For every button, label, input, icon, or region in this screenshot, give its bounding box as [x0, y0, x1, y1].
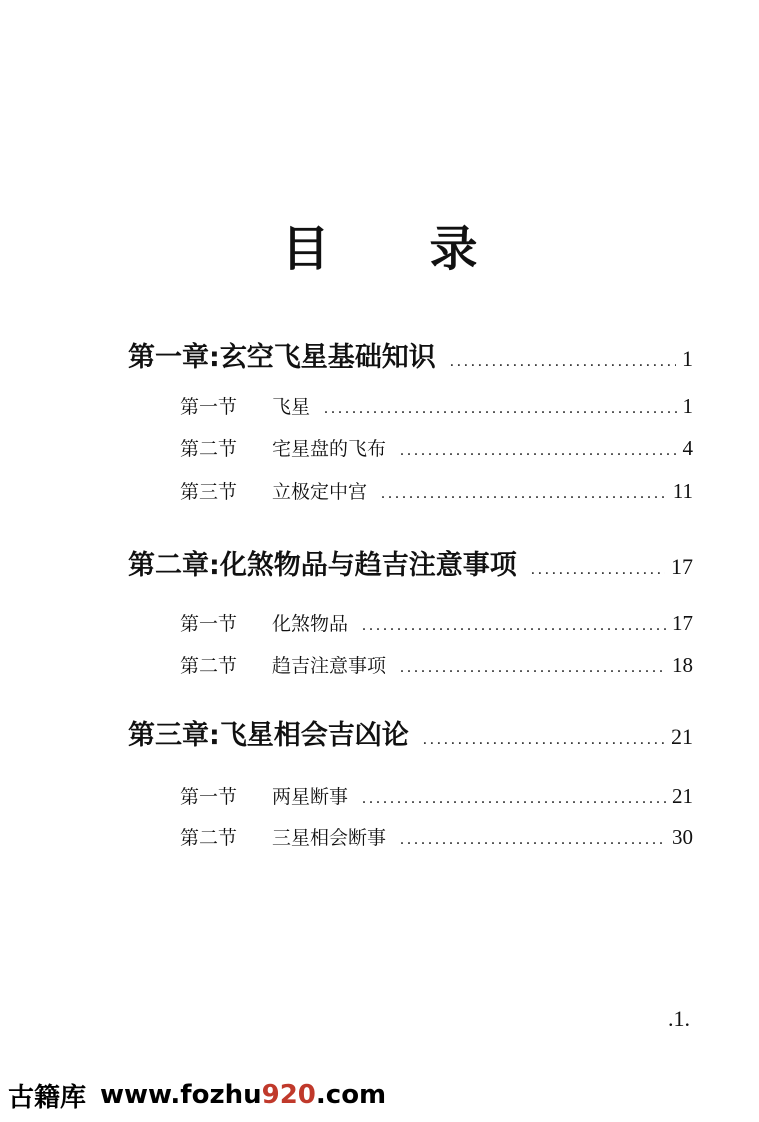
section-entry [180, 823, 693, 850]
section-label: 第二节 [180, 655, 238, 677]
section-title: 趋吉注意事项 [272, 655, 387, 677]
chapter-entry: 第一章 : 玄空飞星基础知识 ..... 1 [128, 335, 693, 374]
title-char-right: 录 [429, 221, 478, 277]
leader-dots [381, 485, 667, 503]
leader-dots [531, 561, 665, 579]
chapter-entry: 第三章 : 飞星相会吉凶论 ..... 21 [128, 713, 693, 752]
section-title: 立极定中宫 [272, 481, 368, 503]
section-page-number: 17 [672, 611, 693, 635]
page-number: .1. [668, 1006, 690, 1031]
chapter-page-number: 21 [671, 724, 693, 749]
leader-dots [324, 400, 676, 418]
section-title: 三星相会断事 [272, 827, 387, 849]
section-page-number: 30 [672, 825, 693, 849]
chapter-label: 第三章 [128, 720, 209, 751]
chapter-page-number: 1 [682, 346, 693, 371]
leader-dots [400, 442, 676, 460]
section-label: 第一节 [180, 613, 238, 635]
leader-dots [362, 617, 666, 635]
leader-dots [450, 353, 676, 371]
chapter-page-number: 17 [671, 554, 693, 579]
page-title [0, 210, 759, 279]
section-title: 两星断事 [272, 786, 349, 808]
chapter-label: 第二章 [128, 550, 209, 581]
footer-site-name: 古籍库 [8, 1082, 87, 1113]
footer-watermark [8, 1075, 412, 1115]
section-entry [180, 609, 693, 636]
footer-url-part: .com [315, 1080, 387, 1110]
section-entry [180, 477, 693, 504]
footer-url-part: 920 [261, 1080, 316, 1110]
leader-dots [423, 731, 665, 749]
section-label: 第二节 [180, 438, 238, 460]
leader-dots [400, 831, 666, 849]
section-entry [180, 651, 693, 678]
section-entry [180, 782, 693, 809]
section-page-number: 18 [672, 653, 693, 677]
section-label: 第二节 [180, 827, 238, 849]
title-char-left: 目 [281, 221, 330, 277]
section-title: 飞星 [272, 396, 311, 418]
section-page-number: 11 [672, 479, 693, 503]
chapter-title: 飞星相会吉凶论 [219, 720, 409, 751]
leader-dots [400, 659, 666, 677]
section-page-number: 4 [682, 436, 693, 460]
chapter-label: 第一章 [128, 342, 209, 373]
chapter-entry: 第二章 : 化煞物品与趋吉注意事项 ..... 17 [128, 543, 693, 582]
chapter-title: 化煞物品与趋吉注意事项 [219, 550, 517, 581]
footer-url[interactable] [100, 1080, 386, 1110]
section-label: 第一节 [180, 396, 238, 418]
section-entry [180, 434, 693, 461]
section-label: 第三节 [180, 481, 238, 503]
section-page-number: 1 [682, 394, 693, 418]
leader-dots [362, 790, 666, 808]
chapter-title: 玄空飞星基础知识 [219, 342, 436, 373]
section-title: 宅星盘的飞布 [272, 438, 387, 460]
section-title: 化煞物品 [272, 613, 349, 635]
footer-url-part: www.fozhu [100, 1080, 262, 1110]
section-page-number: 21 [672, 784, 693, 808]
section-label: 第一节 [180, 786, 238, 808]
section-entry [180, 392, 693, 419]
